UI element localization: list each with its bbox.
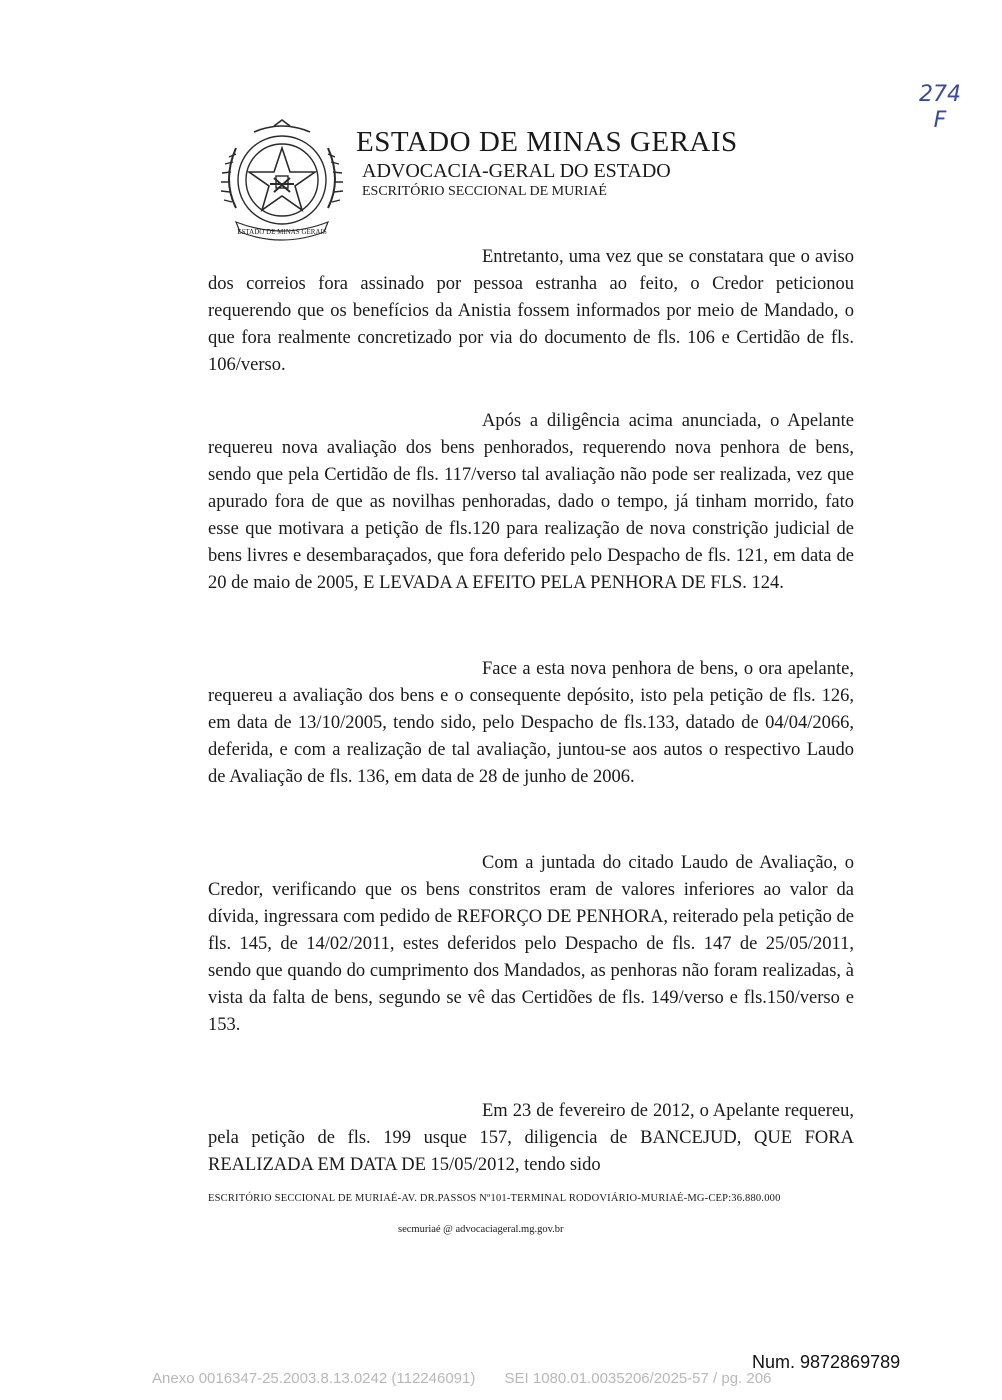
paragraph-3: Face a esta nova penhora de bens, o ora apelante, requereu a avaliação dos bens e o consequente depósito, isto pela petição de fls. 126, em data de 13/10/2005, tendo sido, pelo Despacho de fls.133, datado de 04/04/2066, deferida, e com a realização de tal avaliação, juntou-se aos autos o respectivo Laudo de Avaliação de fls. 136, em data de 28 de junho de 2006. xyxy=(208,659,854,787)
paragraph-1: Entretanto, uma vez que se constatara que o aviso dos correios fora assinado por pessoa estranha ao feito, o Credor peticionou requerendo que os benefícios da Anistia fossem informados por meio de Mandado, o que fora realmente concretizado por via do documento de fls. 106 e Certidão de fls. 106/verso. xyxy=(208,247,854,375)
letterhead-office: ESCRITÓRIO SECCIONAL DE MURIAÉ xyxy=(362,184,607,199)
letterhead-state: ESTADO DE MINAS GERAIS xyxy=(356,126,738,158)
handwritten-number: 274 xyxy=(919,82,961,107)
footer-address: ESCRITÓRIO SECCIONAL DE MURIAÉ-AV. DR.PASSOS Nº101-TERMINAL RODOVIÁRIO-MURIAÉ-MG-CEP:36.880.000 xyxy=(208,1193,781,1204)
seal-text: ESTADO DE MINAS GERAIS xyxy=(237,228,327,236)
footer-email: secmuriaé @ advocaciageral.mg.gov.br xyxy=(398,1224,564,1235)
paragraph-4: Com a juntada do citado Laudo de Avaliação, o Credor, verificando que os bens constritos eram de valores inferiores ao valor da dívida, ingressara com pedido de REFORÇO DE PENHORA, reiterado pela petição de fls. 145, de 14/02/2011, estes deferidos pelo Despacho de fls. 147 de 25/05/2011, sendo que quando do cumprimento dos Mandados, as penhoras não foram realizadas, à vista da falta de bens, segundo se vê das Certidões de fls. 149/verso e fls.150/verso e 153. xyxy=(208,853,854,1035)
paragraph-5: Em 23 de fevereiro de 2012, o Apelante requereu, pela petição de fls. 199 usque 157, diligencia de BANCEJUD, QUE FORA REALIZADA EM DATA DE 15/05/2012, tendo sido xyxy=(208,1101,854,1175)
paragraph-2: Após a diligência acima anunciada, o Apelante requereu nova avaliação dos bens penhorados, requerendo nova penhora de bens, sendo que pela Certidão de fls. 117/verso tal avaliação não pode ser realizada, vez que apurado fora de que as novilhas penhoradas, dado o tempo, já tinham morrido, fato esse que motivara a petição de fls.120 para realização de nova constrição judicial de bens livres e desembaraçados, que fora deferido pelo Despacho de fls. 121, em data de 20 de maio de 2005, E LEVADA A EFEITO PELA PENHORA DE FLS. 124. xyxy=(208,411,854,593)
state-coat-of-arms-icon xyxy=(214,118,350,250)
letterhead-agency: ADVOCACIA-GERAL DO ESTADO xyxy=(362,160,671,182)
handwritten-initial: F xyxy=(933,108,947,133)
annex-reference: Anexo 0016347-25.2003.8.13.0242 (112246091) SEI 1080.01.0035206/2025-57 / pg. 206 xyxy=(152,1370,772,1387)
document-number-stamp: Num. 9872869789 xyxy=(752,1352,901,1372)
handwritten-page-number xyxy=(910,82,970,134)
